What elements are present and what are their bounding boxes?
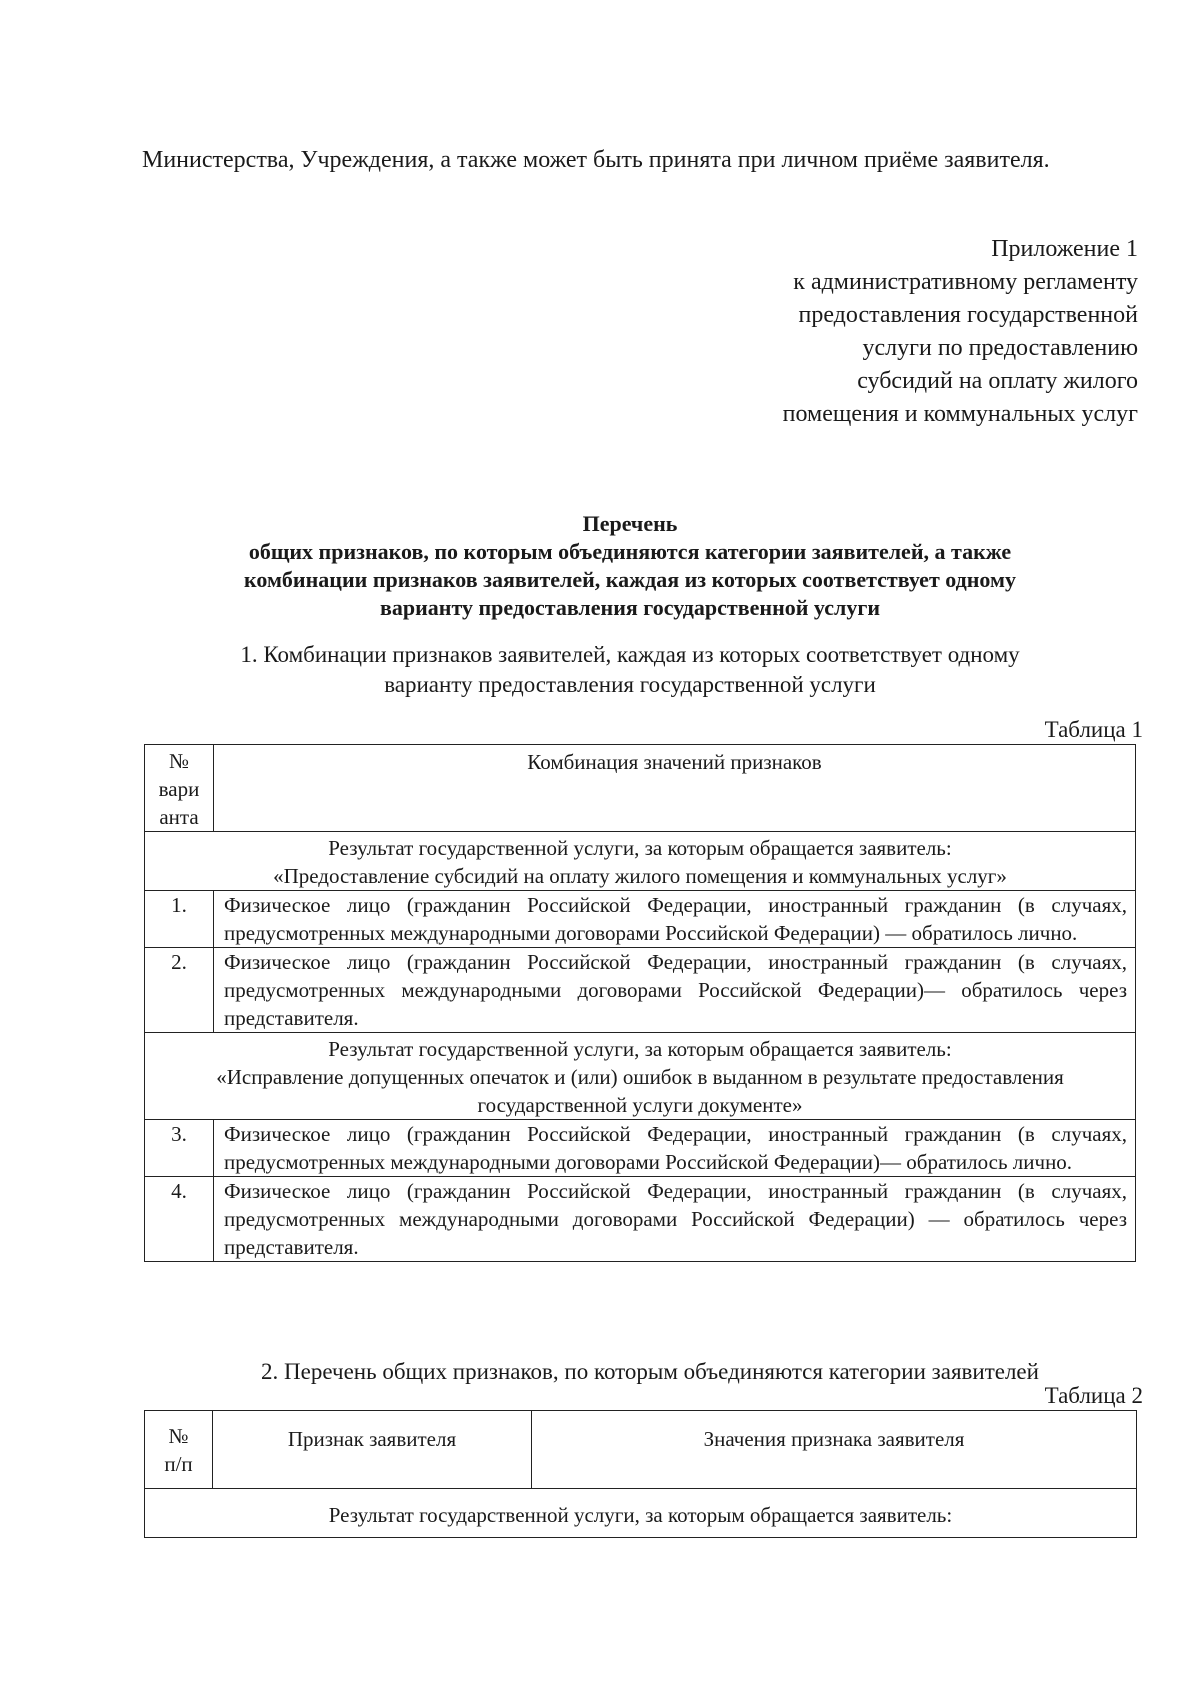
header-sign-values: Значения признака заявителя: [532, 1411, 1137, 1489]
table-2: [144, 1410, 1137, 1538]
table-row-group: [145, 1489, 1137, 1538]
row-number: 3.: [145, 1120, 214, 1177]
table-1: [144, 744, 1136, 1262]
table-1-caption: Таблица 1: [1044, 717, 1143, 742]
title-line: общих признаков, по которым объединяются категории заявителей, а также: [248, 539, 1012, 564]
row-text: Физическое лицо (гражданин Российской Федерации, иностранный гражданин (в случаях, предусмотренных международными договорами Российской Федерации) — обратилось через представителя.: [214, 1177, 1136, 1262]
header-combination: Комбинация значений признаков: [214, 745, 1136, 832]
header-num-line: вари: [158, 777, 200, 801]
row-number: 1.: [145, 891, 214, 948]
row-text: Физическое лицо (гражданин Российской Федерации, иностранный гражданин (в случаях, предусмотренных международными договорами Российской Федерации)— обратилось через представителя.: [214, 948, 1136, 1033]
section-1-line: 1. Комбинации признаков заявителей, каждая из которых соответствует одному: [240, 642, 1020, 667]
table-row: [145, 948, 1136, 1033]
group-line: Результат государственной услуги, за которым обращается заявитель:: [328, 1037, 952, 1061]
table-1-header-row: [145, 745, 1136, 832]
row-number: 4.: [145, 1177, 214, 1262]
table-row: [145, 1120, 1136, 1177]
table-row: [145, 891, 1136, 948]
group-line: «Исправление допущенных опечаток и (или) ошибок в выданном в результате предоставления: [216, 1065, 1064, 1089]
appendix-line: к административному регламенту: [793, 269, 1138, 295]
header-row-number: [145, 1411, 213, 1489]
group-result-1: [145, 832, 1136, 891]
group-line: Результат государственной услуги, за которым обращается заявитель:: [328, 836, 952, 860]
appendix-line: Приложение 1: [991, 236, 1138, 262]
group-result: Результат государственной услуги, за которым обращается заявитель:: [145, 1489, 1137, 1538]
document-title: [130, 510, 1130, 622]
intro-paragraph: Министерства, Учреждения, а также может быть принята при личном приёме заявителя.: [142, 147, 1050, 173]
section-2-heading: 2. Перечень общих признаков, по которым объединяются категории заявителей: [261, 1359, 1039, 1384]
table-row: [145, 1177, 1136, 1262]
title-line: Перечень: [582, 511, 678, 536]
appendix-line: помещения и коммунальных услуг: [782, 401, 1138, 427]
header-num-line: анта: [159, 805, 199, 829]
appendix-line: субсидий на оплату жилого: [857, 368, 1138, 394]
row-text: Физическое лицо (гражданин Российской Федерации, иностранный гражданин (в случаях, предусмотренных международными договорами Российской Федерации)— обратилось лично.: [214, 1120, 1136, 1177]
table-row-group: [145, 832, 1136, 891]
header-num-line: №: [168, 1424, 189, 1448]
header-num-line: п/п: [164, 1452, 193, 1476]
title-line: варианту предоставления государственной услуги: [379, 595, 881, 620]
header-applicant-sign: Признак заявителя: [213, 1411, 532, 1489]
row-number: 2.: [145, 948, 214, 1033]
section-1-heading: [150, 640, 1110, 700]
section-1-line: варианту предоставления государственной услуги: [384, 672, 876, 697]
table-row-group: [145, 1033, 1136, 1120]
header-num-line: №: [168, 749, 190, 773]
header-variant-number: [145, 745, 214, 832]
group-line: государственной услуги документе»: [477, 1093, 803, 1117]
table-2-caption: Таблица 2: [1044, 1383, 1143, 1408]
title-line: комбинации признаков заявителей, каждая из которых соответствует одному: [243, 567, 1016, 592]
group-result-2: [145, 1033, 1136, 1120]
row-text: Физическое лицо (гражданин Российской Федерации, иностранный гражданин (в случаях, предусмотренных международными договорами Российской Федерации) — обратилось лично.: [214, 891, 1136, 948]
appendix-line: предоставления государственной: [798, 302, 1138, 328]
group-line: «Предоставление субсидий на оплату жилого помещения и коммунальных услуг»: [273, 864, 1007, 888]
appendix-line: услуги по предоставлению: [862, 335, 1138, 361]
appendix-reference: [578, 233, 1138, 431]
table-2-header-row: [145, 1411, 1137, 1489]
